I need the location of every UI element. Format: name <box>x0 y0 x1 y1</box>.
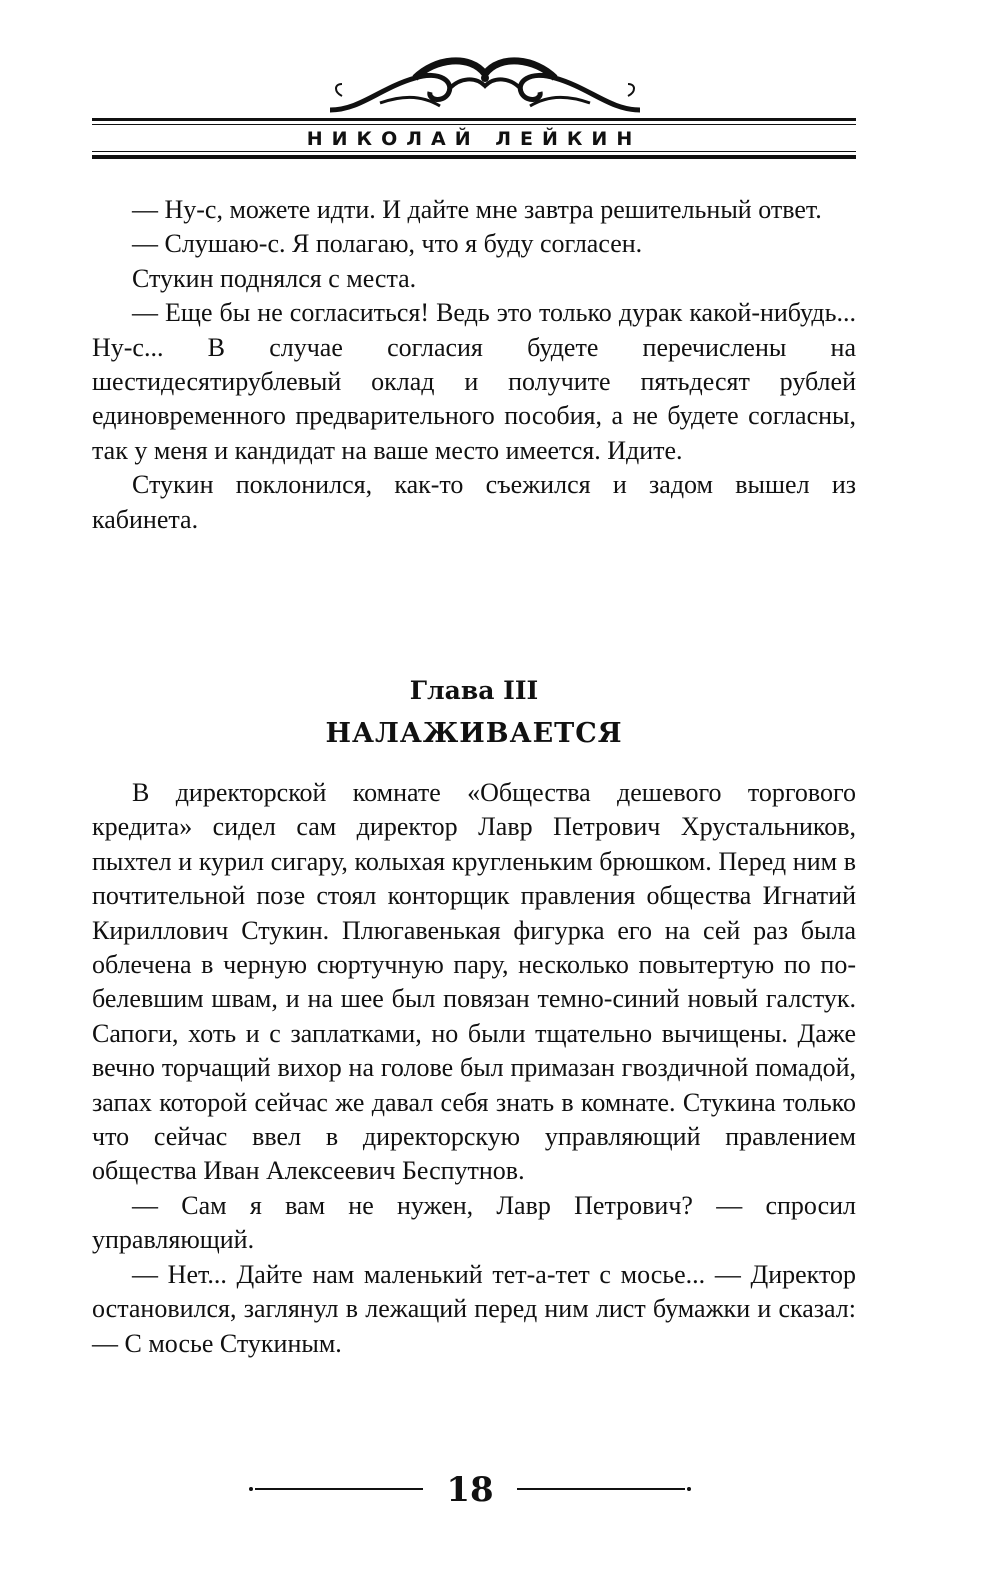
header-rule <box>92 118 856 121</box>
paragraph: Стукин поклонился, как-то съежился и задом вышел из кабинета. <box>92 470 856 534</box>
footer-rule <box>517 1488 685 1490</box>
page-number: 18 <box>446 1470 494 1510</box>
paragraph: — Сам я вам не нужен, Лавр Петрович? — спросил управляющий. <box>92 1190 856 1255</box>
running-header <box>92 118 856 162</box>
header-rule <box>92 124 856 125</box>
footer-dot <box>687 1487 691 1491</box>
header-rule <box>92 151 856 152</box>
paragraph: В директорской комнате «Общества дешевого торгового кредита» сидел сам директор Лавр Петрович Хрустальников, пыхтел и курил сигару, колыхая кругленьким брюшком. Перед ним в почтительной позе стоял конторщик правления общества Игнатий Кириллович Стукин. Плюгавенькая фигурка его на сей раз была облечена в черную сюртучную пару, несколько повытертую по побелевшим швам, и на шее был повязан темно-синий новый галстук. Сапоги, хоть и с заплатками, но были тщательно вычищены. Даже вечно торчащий вихор на голове был примазан гвоздичной помадой, запах которой сейчас же давал себя знать в комнате. Стукина только что сейчас ввел в директорскую управляющий правлением общества Иван Алексеевич Беспутнов. <box>92 778 856 1186</box>
chapter-label: Глава III <box>409 676 539 705</box>
header-rule <box>92 155 856 159</box>
paragraph: — Нет... Дайте нам маленький тет-а-тет с мосье... — Директор остановился, заглянул в лежащий перед ним лист бумажки и сказал: — С мосье Стукиным. <box>92 1259 856 1358</box>
author-name: НИКОЛАЙ ЛЕЙКИН <box>303 128 645 150</box>
chapter-title: НАЛАЖИВАЕТСЯ <box>325 718 623 749</box>
ornament-icon <box>320 48 650 126</box>
paragraph: — Еще бы не согласиться! Ведь это только дурак какой-нибудь... Ну-с... В случае согласия будете перечислены на шестидесятирублевый оклад и получите пятьдесят рублей единовременного предварительного пособия, а не будете согласны, так у меня и кандидат на ваше место имеется. Идите. <box>92 298 856 465</box>
paragraph: — Слушаю-с. Я полагаю, что я буду согласен. <box>132 229 643 259</box>
footer-dot <box>249 1487 253 1491</box>
text-block-main <box>92 776 856 1361</box>
page-footer <box>255 1470 685 1510</box>
running-head <box>92 127 856 151</box>
footer-rule <box>255 1488 423 1490</box>
text-block-top <box>92 193 856 537</box>
paragraph: — Ну-с, можете идти. И дайте мне завтра решительный ответ. <box>132 195 822 224</box>
paragraph: Стукин поднялся с места. <box>132 263 417 293</box>
